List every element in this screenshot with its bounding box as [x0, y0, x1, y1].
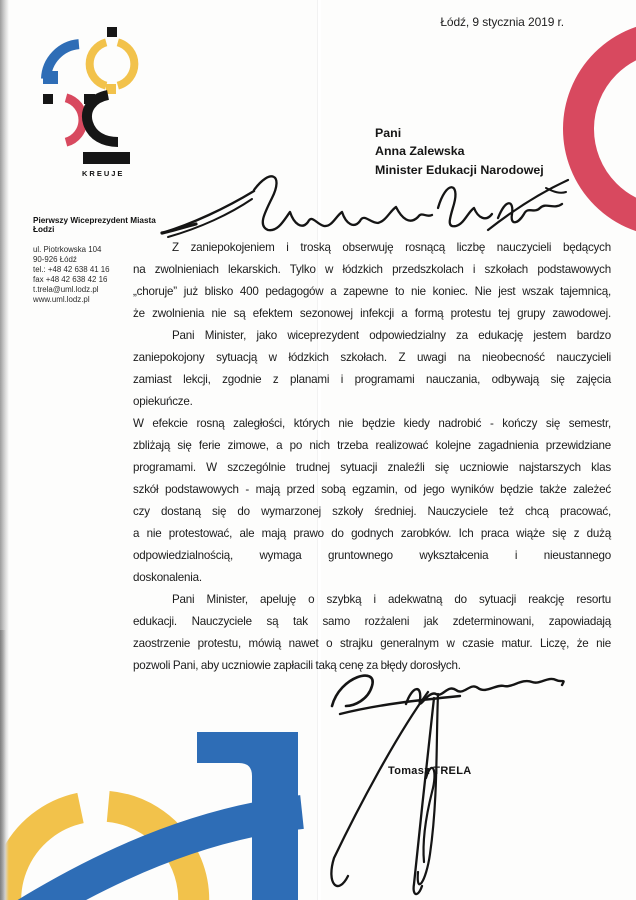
- sender-city: 90-926 Łódź: [33, 254, 77, 264]
- sender-fax: fax +48 42 638 42 16: [33, 274, 108, 284]
- sender-title: Pierwszy Wiceprezydent Miasta Łodzi: [33, 216, 156, 234]
- body-line: Pani Minister, apeluję o szybką i adekwatną do sytuacji reakcję resortu: [172, 593, 611, 606]
- scan-edge-left-shadow: [0, 630, 6, 900]
- body-line: Z zaniepokojeniem i troską obserwuję rosnącą liczbę nauczycieli będących: [172, 241, 611, 254]
- logo-letter-D-arc: [66, 98, 83, 142]
- date-line: Łódź, 9 stycznia 2019 r.: [440, 15, 564, 29]
- logo-letter-L-square: [43, 71, 58, 84]
- sender-website: www.uml.lodz.pl: [33, 294, 90, 304]
- body-line: programami. W szczególnie trudnej sytuacji znaleźli się uczniowie najstarszych klas: [133, 461, 611, 474]
- red-ring-ornament: [563, 21, 636, 237]
- body-line: opiekuńcze.: [133, 395, 193, 408]
- body-line: pozwoli Pani, aby uczniowie zapłacili taką cenę za błędy dorosłych.: [133, 659, 461, 672]
- body-line: odpowiedzialnością, wymaga gruntownego wykształcenia i nieustannego: [133, 549, 611, 562]
- body-line: zaostrzenie protestu, mówią nawet o strajku generalnym w czasie matur. Liczę, że nie: [133, 637, 611, 650]
- body-line: W efekcie rosną zaległości, których nie będzie kiedy nadrobić - kończy się semestr,: [133, 417, 611, 430]
- body-line: a nie protestować, ale mają prawo do godnych zarobków. Ich praca wiąże się z dużą: [133, 527, 611, 540]
- body-line: że zwolnienia nie są efektem sezonowej infekcji a formą protestu tej grupy zawodowej.: [133, 307, 611, 320]
- body-line: szkół podstawowych - mają przed sobą egzamin, od jego wyników będzie także zależeć: [133, 483, 611, 496]
- body-line: czy dostaną się do wymarzonej szkoły średniej. Nauczyciele też chcą pracować,: [133, 505, 611, 518]
- logo-letter-Z-base: [83, 152, 130, 164]
- recipient-salutation: Pani: [375, 126, 402, 140]
- body-line: doskonalenia.: [133, 571, 202, 584]
- body-line: zamiast lekcji, zgodnie z planami i programami nauczania, odbywają się zajęcia: [133, 373, 611, 386]
- sender-street: ul. Piotrkowska 104: [33, 245, 102, 254]
- body-line: „choruje” już blisko 400 pedagogów a zapewne to nie koniec. Nie jest wszak tajemnicą,: [133, 285, 611, 298]
- logo-black-square-top: [107, 27, 117, 37]
- handwritten-signature: [310, 658, 580, 900]
- footer-brand-ornament: [0, 700, 312, 900]
- sender-phone: tel.: +48 42 638 41 16: [33, 264, 110, 274]
- signer-printed-name: Tomasz TRELA: [388, 765, 472, 777]
- logo-black-dot-left: [43, 94, 53, 104]
- logo-letter-Z-curve: [87, 95, 118, 142]
- logo-letter-O-arc-left: [90, 42, 107, 85]
- body-line: na zwolnieniach lekarskich. Tylko w łódzkich przedszkolach i szkołach podstawowych: [133, 263, 611, 276]
- logo-letter-O-arc-right: [118, 42, 135, 85]
- lodz-kreuje-logo: [28, 22, 140, 180]
- letter-body: [133, 237, 611, 677]
- body-line: zbliżają się ferie zimowe, a po nich trzeba realizować kolejne zagadnienia przewidziane: [133, 439, 611, 452]
- recipient-role: Minister Edukacji Narodowej: [375, 162, 544, 177]
- recipient-name: Anna Zalewska: [375, 144, 465, 159]
- body-line: zaniepokojony sytuacją w łódzkich szkołach. Z uwagi na nieobecność nauczycieli: [133, 351, 611, 364]
- sender-email: t.trela@uml.lodz.pl: [33, 284, 99, 294]
- logo-tagline: KREUJE: [82, 169, 125, 178]
- body-line: edukacji. Nauczyciele są tak samo rozżaleni jak zdeterminowani, zapowiadają: [133, 615, 611, 628]
- handwritten-salutation: [158, 166, 570, 244]
- body-line: Pani Minister, jako wiceprezydent odpowiedzialny za edukację jestem bardzo: [172, 329, 611, 342]
